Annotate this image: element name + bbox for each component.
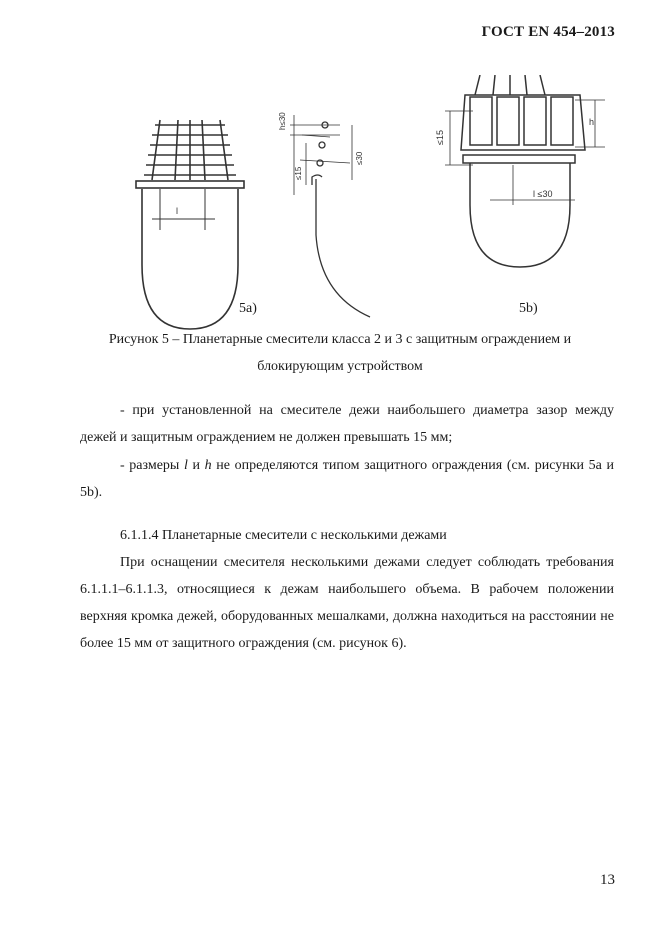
bullet-dimensions-note — [80, 452, 614, 506]
figure-5b-dim-h: h — [589, 117, 595, 127]
symbol-h: h — [204, 458, 212, 473]
figure-5a-detail-drawing — [270, 85, 380, 325]
symbol-l: l — [183, 458, 188, 473]
figure-caption-line2: блокирующим устройством — [257, 359, 423, 374]
figure-5a-dim-h30: h≤30 — [278, 112, 287, 130]
figure-5b-drawing — [425, 75, 610, 275]
bullet-dimensions-text-end: не определяются типом защитного ограждения (см. рисунки 5а и 5b). — [80, 458, 615, 500]
figure-5b-dim-15: ≤15 — [435, 130, 445, 145]
figure-5a-dim-15: ≤15 — [294, 166, 303, 180]
figure-5b-dim-l30: l ≤30 — [533, 189, 553, 199]
figure-5a-drawing — [130, 115, 250, 330]
figure-caption-line1: Рисунок 5 – Планетарные смесители класса 2 и 3 с защитным ограждением и — [108, 332, 572, 347]
figure-5a-label: 5a) — [239, 301, 257, 316]
section-body-text: При оснащении смесителя несколькими дежами следует соблюдать требования 6.1.1.1–6.1.1.3, относящиеся к дежам наибольшего объема. В рабочем положении верхняя кромка дежей, оборудованных мешалками, должна находиться на расстоянии не более 15 мм от защитного ограждения (см. рисунок 6). — [80, 555, 614, 651]
figure-5b-label: 5b) — [519, 301, 538, 316]
document-id: ГОСТ EN 454–2013 — [481, 24, 615, 40]
figure-5a-dim-l: l — [176, 206, 178, 216]
figure-5-group — [0, 60, 661, 300]
section-heading-6-1-1-4: 6.1.1.4 Планетарные смесители с несколькими дежами — [120, 528, 447, 543]
figure-5a-dim-30: ≤30 — [355, 151, 364, 165]
bullet-dimensions-text-and: и — [187, 458, 205, 473]
page-number: 13 — [600, 872, 615, 888]
bullet-dimensions-text-start: - размеры — [120, 458, 184, 473]
bullet-gap-requirement: - при установленной на смесителе дежи наибольшего диаметра зазор между дежей и защитным ограждением не должен превышать 15 мм; — [80, 403, 614, 445]
